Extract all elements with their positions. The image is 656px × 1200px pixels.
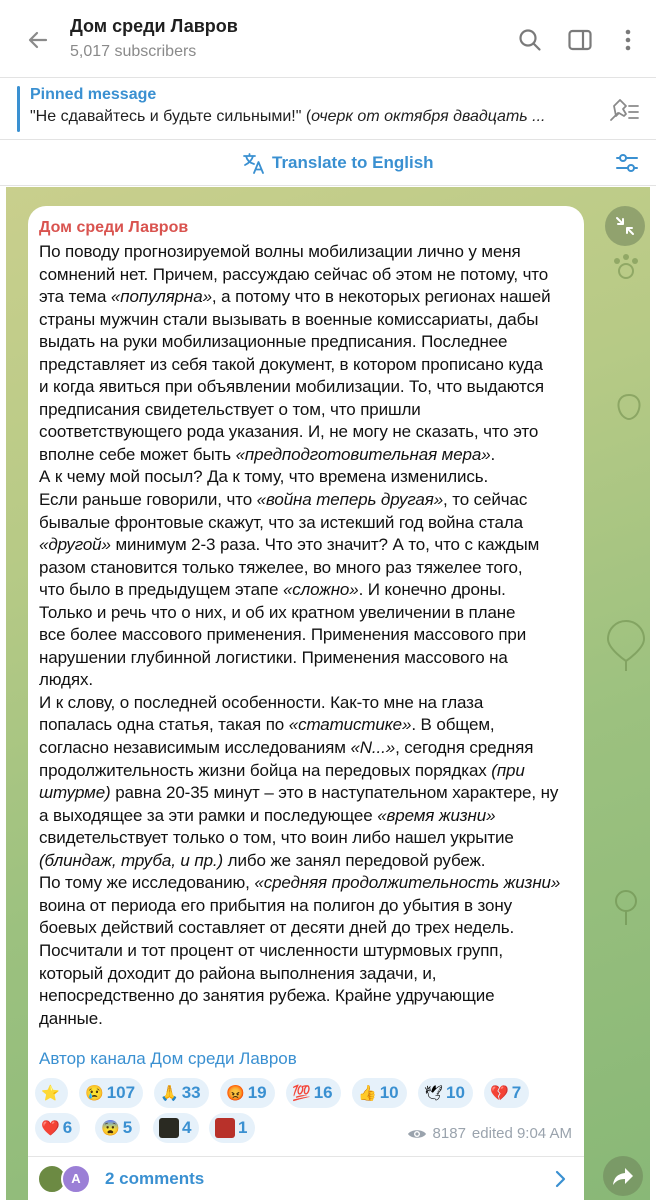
message-line — [39, 557, 579, 580]
message-line — [39, 692, 579, 715]
italic-text: «средняя продолжительность жизни» — [254, 873, 561, 893]
italic-text: «статистике» — [288, 715, 412, 735]
reaction-heart[interactable] — [35, 1113, 80, 1143]
text-segment: Посчитали и тот процент от численности штурмовых групп, — [39, 940, 503, 960]
pinned-text — [30, 108, 586, 126]
pinned-list-icon[interactable] — [608, 94, 640, 124]
message-line — [39, 579, 579, 602]
message-line — [39, 241, 579, 264]
text-segment: равна 20-35 минут – это в наступательном характере, ну — [110, 783, 559, 803]
reaction-count: 5 — [122, 1118, 133, 1137]
sidebar-toggle-icon[interactable] — [566, 26, 594, 54]
red-heart-icon: ❤️ — [41, 1119, 60, 1137]
text-segment: либо же занял передовой рубеж. — [223, 850, 486, 870]
reaction-custom-red[interactable] — [209, 1113, 255, 1143]
text-segment: продолжительность жизни бойца на передовых порядках — [39, 760, 492, 780]
message-line — [39, 534, 579, 557]
reaction-count: 16 — [313, 1083, 333, 1102]
share-button[interactable] — [603, 1156, 643, 1196]
thumbs-up-icon: 👍 — [358, 1084, 377, 1102]
pinned-label: Pinned message — [30, 86, 157, 103]
message-line — [39, 309, 579, 332]
message-line — [39, 489, 579, 512]
sender-name[interactable]: Дом среди Лавров — [39, 219, 189, 236]
text-segment: непосредственно до занятия рубежа. Крайне удручающие — [39, 986, 495, 1006]
angry-face-icon: 😡 — [226, 1084, 245, 1102]
comments-label: 2 comments — [105, 1169, 205, 1188]
text-segment: воина от периода его прибытия на полигон до убытия в зону — [39, 895, 512, 915]
reaction-count: 19 — [247, 1083, 267, 1102]
reaction-count: 7 — [511, 1083, 522, 1102]
message-line — [39, 917, 579, 940]
message-line — [39, 782, 579, 805]
message-line — [39, 1008, 579, 1031]
text-segment: А к чему мой посыл? Да к тому, что времена изменились. — [39, 467, 489, 487]
message-line — [39, 827, 579, 850]
reaction-count: 33 — [181, 1083, 201, 1102]
reaction-crying[interactable] — [79, 1078, 143, 1108]
italic-text: «время жизни» — [377, 805, 496, 825]
text-segment: согласно независимым исследованиям — [39, 738, 351, 758]
text-segment: а выходящее за эти рамки и последующее — [39, 805, 378, 825]
message-line — [39, 872, 579, 895]
message-line — [39, 963, 579, 986]
paw-doodle-icon — [606, 247, 646, 287]
italic-text: «сложно» — [282, 580, 359, 600]
pinned-indicator — [17, 86, 20, 132]
text-segment: все более массового применения. Применения массового при — [39, 625, 527, 645]
text-segment: соответствующего рода указания. И, не могу не сказать, что это — [39, 422, 539, 442]
translate-button[interactable] — [242, 151, 434, 175]
text-segment: минимум 2-3 раза. Что это значит? А то, что с каждым — [110, 535, 540, 555]
message-line — [39, 624, 579, 647]
reaction-count: 6 — [62, 1118, 73, 1137]
text-segment: что было в предыдущем этапе — [39, 580, 283, 600]
message-line — [39, 760, 579, 783]
text-segment: По поводу прогнозируемой волны мобилизации лично у меня — [39, 242, 521, 261]
praying-hands-icon: 🙏 — [160, 1084, 179, 1102]
comments-button[interactable] — [28, 1158, 584, 1200]
message-line — [39, 376, 579, 399]
italic-text: «популярна» — [110, 287, 212, 307]
text-segment: бывалые фронтовые скажут, что за истекший год война стала — [39, 512, 523, 532]
reaction-count: 1 — [238, 1118, 248, 1137]
italic-text: «война теперь другая» — [256, 490, 444, 510]
text-segment: который доходит до района выполнения задачи, и, — [39, 963, 437, 983]
reaction-count: 107 — [106, 1083, 136, 1102]
message-bubble — [28, 206, 584, 1200]
collapse-button[interactable] — [605, 206, 645, 246]
text-segment: разом становится только тяжелее, во много раз тяжелее того, — [39, 557, 523, 577]
italic-text: «N...» — [350, 738, 396, 758]
text-segment: , а потому что в некоторых регионах нашей — [211, 287, 551, 307]
message-line — [39, 466, 579, 489]
text-segment: . — [490, 444, 496, 464]
reaction-angry[interactable] — [220, 1078, 275, 1108]
text-segment: , сегодня средняя — [395, 738, 534, 758]
text-segment: предписания свидетельствует о том, что пришли — [39, 399, 421, 419]
text-segment: . В общем, — [411, 715, 495, 735]
italic-text: штурме) — [39, 783, 111, 803]
message-text — [39, 241, 579, 1030]
reaction-fearful[interactable] — [95, 1113, 140, 1143]
translate-icon — [242, 151, 266, 175]
italic-text: «предподготовительная мера» — [235, 444, 491, 464]
italic-text: (при — [491, 760, 525, 780]
pinned-text-plain: "Не сдавайтесь и будьте сильными!" ( — [30, 108, 312, 125]
text-segment: страны мужчин стали вызывать в военные комиссариаты, дабы — [39, 309, 539, 329]
text-segment: боевых действий составляет от десяти дней до трех недель. — [39, 918, 515, 938]
text-segment: представляет из себя такой документ, в котором прописано куда — [39, 354, 543, 374]
text-segment: вполне себе может быть — [39, 444, 236, 464]
strawberry-doodle-icon — [611, 387, 647, 423]
message-meta — [407, 1125, 572, 1142]
text-segment: нарушении глубинной логистики. Применения массового на — [39, 647, 508, 667]
message-line — [39, 444, 579, 467]
reaction-pray[interactable] — [154, 1078, 209, 1108]
message-line — [39, 805, 579, 828]
message-line — [39, 286, 579, 309]
italic-text: «другой» — [39, 535, 111, 555]
text-segment: сомнений нет. Причем, рассуждаю сейчас об этом не потому, что — [39, 264, 549, 284]
reaction-count: 10 — [379, 1083, 399, 1102]
edited-time: edited 9:04 AM — [471, 1125, 572, 1142]
text-segment: Только и речь что о них, и об их кратном увеличении в плане — [39, 602, 516, 622]
author-signature[interactable]: Автор канала Дом среди Лавров — [39, 1049, 297, 1068]
message-line — [39, 895, 579, 918]
translate-settings-icon[interactable] — [614, 150, 640, 176]
broken-heart-icon: 💔 — [490, 1084, 509, 1102]
text-segment: данные. — [39, 1008, 103, 1028]
custom-emoji-red-icon — [215, 1118, 235, 1138]
comments-divider — [28, 1156, 584, 1157]
message-line — [39, 399, 579, 422]
translate-bar — [0, 140, 656, 186]
view-count: 8187 — [432, 1125, 466, 1142]
star-icon: ⭐ — [41, 1084, 60, 1102]
italic-text: (блиндаж, труба, и пр.) — [39, 850, 224, 870]
message-line — [39, 647, 579, 670]
text-segment: эта тема — [39, 287, 111, 307]
dove-icon: 🕊 — [424, 1084, 444, 1102]
pinned-message-bar[interactable] — [0, 78, 656, 140]
text-segment: свидетельствует только о том, что воин либо нашел укрытие — [39, 828, 514, 848]
collapse-arrows-icon — [605, 206, 645, 246]
text-segment: Если раньше говорили, что — [39, 490, 257, 510]
crying-face-icon: 😢 — [85, 1084, 104, 1102]
balloon-doodle-icon — [604, 617, 648, 673]
reaction-count: 4 — [182, 1118, 192, 1137]
text-segment: выдать на руки мобилизационные предписания. Последнее — [39, 332, 508, 352]
chat-header — [0, 0, 656, 78]
back-arrow-icon[interactable] — [24, 26, 52, 54]
message-line — [39, 714, 579, 737]
chevron-right-icon — [550, 1169, 570, 1189]
share-arrow-icon — [603, 1156, 643, 1196]
pinned-text-italic: очерк от октября двадцать ... — [311, 108, 546, 125]
translate-label: Translate to English — [272, 153, 434, 172]
channel-title[interactable]: Дом среди Лавров — [70, 16, 238, 36]
text-segment: . И конечно дроны. — [358, 580, 506, 600]
text-segment: людях. — [39, 670, 93, 690]
message-line — [39, 331, 579, 354]
message-line — [39, 354, 579, 377]
text-segment: попалась одна статья, такая по — [39, 715, 289, 735]
message-line — [39, 602, 579, 625]
reaction-star[interactable] — [35, 1078, 68, 1108]
text-segment: и когда явиться при объявлении мобилизации. То, что выдаются — [39, 377, 544, 397]
message-line — [39, 512, 579, 535]
text-segment: И к слову, о последней особенности. Как-то мне на глаза — [39, 692, 484, 712]
message-line — [39, 421, 579, 444]
search-icon[interactable] — [516, 26, 544, 54]
reaction-broken-heart[interactable] — [484, 1078, 529, 1108]
reaction-thumbs-up[interactable] — [352, 1078, 407, 1108]
views-eye-icon — [407, 1127, 427, 1141]
subscriber-count: 5,017 subscribers — [70, 43, 197, 60]
more-options-icon[interactable] — [614, 26, 642, 54]
message-line — [39, 737, 579, 760]
text-segment: По тому же исследованию, — [39, 873, 255, 893]
custom-emoji-dark-icon — [159, 1118, 179, 1138]
hundred-points-icon: 💯 — [292, 1084, 311, 1102]
message-line — [39, 264, 579, 287]
reaction-dove[interactable] — [418, 1078, 473, 1108]
message-line — [39, 850, 579, 873]
message-line — [39, 940, 579, 963]
reaction-custom-dark[interactable] — [153, 1113, 199, 1143]
reaction-hundred[interactable] — [286, 1078, 341, 1108]
message-line — [39, 985, 579, 1008]
reaction-count: 10 — [446, 1083, 465, 1102]
commenter-avatar-letter: A — [61, 1164, 91, 1194]
lollipop-doodle-icon — [606, 887, 646, 927]
message-line — [39, 669, 579, 692]
text-segment: , то сейчас — [443, 490, 528, 510]
fearful-face-icon: 😨 — [101, 1119, 120, 1137]
